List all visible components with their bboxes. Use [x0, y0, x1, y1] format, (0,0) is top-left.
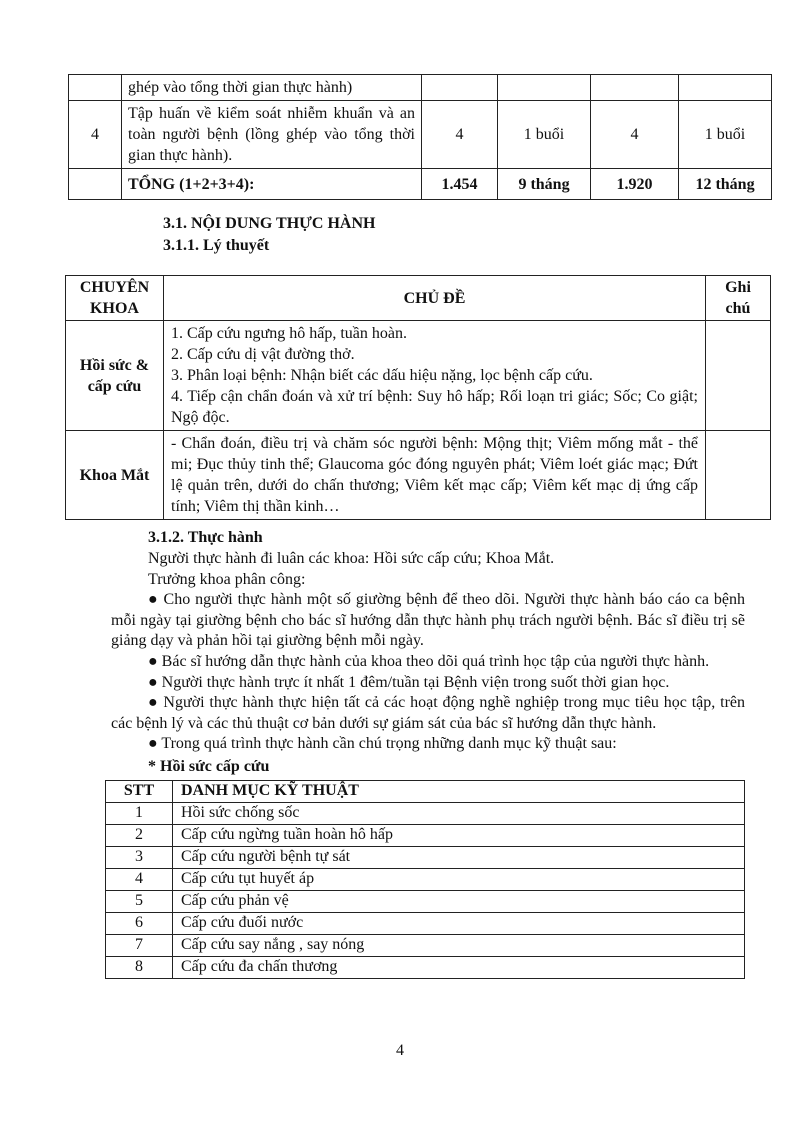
cell-topics	[164, 321, 706, 431]
cell-stt: 5	[106, 890, 173, 912]
heading-noi-dung-thuc-hanh: 3.1. NỘI DUNG THỰC HÀNH	[163, 215, 376, 232]
topic-item: - Chẩn đoán, điều trị và chăm sóc người bệnh: Mộng thịt; Viêm mống mắt - thể mi; Đục thủy tinh thể; Glaucoma góc đóng nguyên phát; Viêm loét giác mạc; Đứt lệ quản trên, dưới do chấn thương; Viêm kết mạc cấp; Viêm kết mạc dị ứng cấp tính; Viêm thị thần kinh…	[171, 435, 698, 515]
practice-paragraphs	[111, 549, 745, 755]
cell-value: 1 buổi	[498, 101, 591, 169]
table-row	[69, 101, 772, 169]
list-label-hoi-suc-cap-cuu: * Hồi sức cấp cứu	[148, 757, 270, 775]
cell-note	[706, 321, 771, 431]
cell-value: 4	[591, 101, 679, 169]
table-row	[106, 912, 745, 934]
cell-technique: Hồi sức chống sốc	[173, 802, 745, 824]
cell-topics	[164, 431, 706, 520]
cell-total-time: 9 tháng	[498, 169, 591, 200]
cell-total-label: TỔNG (1+2+3+4):	[122, 169, 422, 200]
cell-technique: Cấp cứu tụt huyết áp	[173, 868, 745, 890]
topic-item: 1. Cấp cứu ngưng hô hấp, tuần hoàn.	[171, 325, 407, 342]
bullet-paragraph: ● Bác sĩ hướng dẫn thực hành của khoa theo dõi quá trình học tập của người thực hành.	[148, 652, 710, 670]
cell-stt: 7	[106, 934, 173, 956]
cell-khoa: Hồi sức & cấp cứu	[66, 321, 164, 431]
bullet-paragraph: ● Trong quá trình thực hành cần chú trọng những danh mục kỹ thuật sau:	[148, 735, 617, 753]
bullet-paragraph: ● Người thực hành thực hiện tất cả các hoạt động nghề nghiệp trong mục tiêu học tập, trên các bệnh lý và các thủ thuật cơ bản dưới sự giám sát của bác sĩ hướng dẫn thực hành.	[111, 694, 745, 732]
cell-stt: 8	[106, 956, 173, 978]
table-row	[106, 868, 745, 890]
cell-technique: Cấp cứu người bệnh tự sát	[173, 846, 745, 868]
cell-value	[591, 75, 679, 101]
table-row	[66, 431, 771, 520]
cell-stt: 2	[106, 824, 173, 846]
cell-khoa: Khoa Mắt	[66, 431, 164, 520]
cell-stt: 3	[106, 846, 173, 868]
cell-description: ghép vào tổng thời gian thực hành)	[122, 75, 422, 101]
paragraph: Trưởng khoa phân công:	[148, 570, 306, 588]
header-row	[66, 276, 771, 321]
cell-stt	[69, 75, 122, 101]
cell-total-hours: 1.454	[422, 169, 498, 200]
cell-stt	[69, 169, 122, 200]
table-row	[69, 75, 772, 101]
table-row	[66, 321, 771, 431]
cell-value	[422, 75, 498, 101]
col-header-chu-de: CHỦ ĐỀ	[164, 276, 706, 321]
table-row	[106, 956, 745, 978]
table-row	[106, 934, 745, 956]
cell-total-hours: 1.920	[591, 169, 679, 200]
cell-technique: Cấp cứu say nắng , say nóng	[173, 934, 745, 956]
cell-stt: 4	[106, 868, 173, 890]
section-headings	[163, 213, 375, 257]
cell-technique: Cấp cứu đuối nước	[173, 912, 745, 934]
table-row	[106, 802, 745, 824]
table-row	[106, 890, 745, 912]
cell-technique: Cấp cứu đa chấn thương	[173, 956, 745, 978]
heading-thuc-hanh: 3.1.2. Thực hành	[148, 529, 263, 546]
paragraph: Người thực hành đi luân các khoa: Hồi sức cấp cứu; Khoa Mắt.	[148, 550, 555, 567]
cell-value: 4	[422, 101, 498, 169]
cell-note	[706, 431, 771, 520]
page-number: 4	[396, 1042, 404, 1059]
cell-value: 1 buổi	[679, 101, 772, 169]
cell-stt: 1	[106, 802, 173, 824]
bullet-paragraph: ● Cho người thực hành một số giường bệnh để theo dõi. Người thực hành báo cáo ca bệnh mỗi ngày tại giường bệnh cho bác sĩ hướng dẫn thực hành phụ trách người bệnh. Bác sĩ điều trị sẽ giảng dạy và phản hồi tại giường bệnh mỗi ngày.	[111, 591, 745, 650]
heading-ly-thuyet: 3.1.1. Lý thuyết	[163, 237, 270, 254]
topic-item: 4. Tiếp cận chẩn đoán và xử trí bệnh: Suy hô hấp; Rối loạn tri giác; Sốc; Co giật; Ngộ độc.	[171, 388, 698, 426]
cell-description: Tập huấn về kiểm soát nhiễm khuẩn và an toàn người bệnh (lồng ghép vào tổng thời gian thực hành).	[122, 101, 422, 169]
header-row	[106, 780, 745, 802]
cell-stt: 6	[106, 912, 173, 934]
cell-technique: Cấp cứu ngừng tuần hoàn hô hấp	[173, 824, 745, 846]
topic-item: 3. Phân loại bệnh: Nhận biết các dấu hiệu nặng, lọc bệnh cấp cứu.	[171, 367, 593, 384]
col-header-chuyen-khoa: CHUYÊN KHOA	[66, 276, 164, 321]
total-row	[69, 169, 772, 200]
col-header-stt: STT	[106, 780, 173, 802]
cell-value	[498, 75, 591, 101]
table-row	[106, 846, 745, 868]
col-header-danh-muc: DANH MỤC KỸ THUẬT	[173, 780, 745, 802]
summary-table	[68, 74, 772, 200]
technique-table	[105, 780, 745, 979]
table-row	[106, 824, 745, 846]
bullet-paragraph: ● Người thực hành trực ít nhất 1 đêm/tuần tại Bệnh viện trong suốt thời gian học.	[148, 673, 670, 691]
practice-section	[0, 527, 800, 979]
cell-total-time: 12 tháng	[679, 169, 772, 200]
theory-table	[65, 275, 771, 520]
cell-stt: 4	[69, 101, 122, 169]
cell-value	[679, 75, 772, 101]
cell-technique: Cấp cứu phản vệ	[173, 890, 745, 912]
col-header-ghi-chu: Ghi chú	[706, 276, 771, 321]
topic-item: 2. Cấp cứu dị vật đường thở.	[171, 346, 355, 363]
